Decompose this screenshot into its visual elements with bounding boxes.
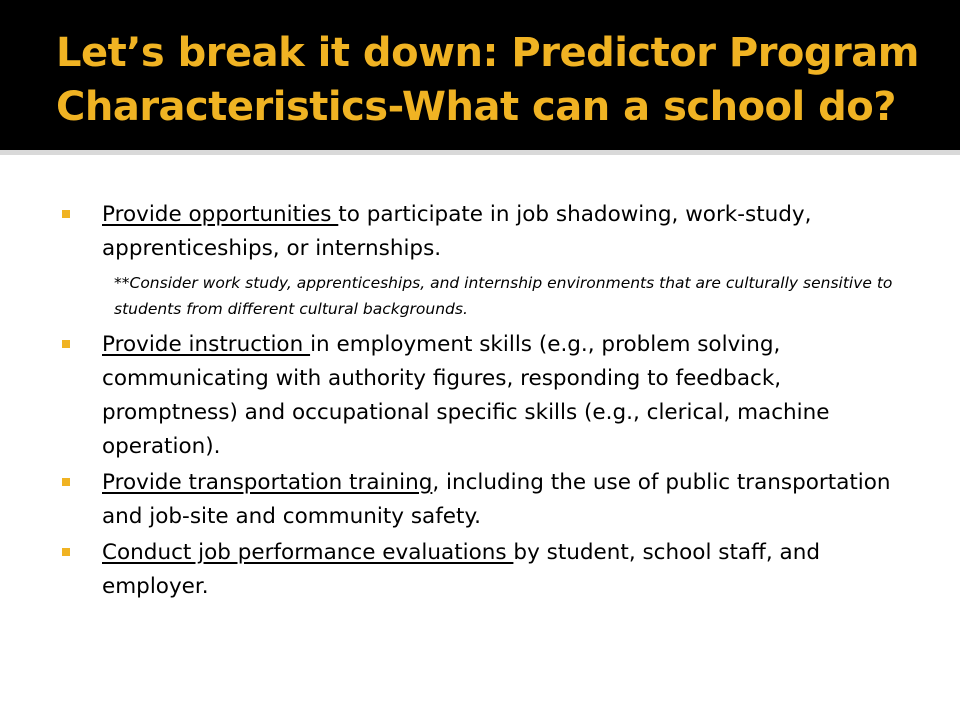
bullet-item-evaluations [62, 536, 922, 604]
square-bullet-icon [62, 548, 70, 556]
slide-title: Let’s break it down: Predictor Program Characteristics-What can a school do? [56, 30, 919, 130]
square-bullet-icon [62, 210, 70, 218]
bullet-item-opportunities [62, 198, 922, 266]
title-bar [0, 0, 960, 150]
bullet-item-underlined: Provide opportunities [102, 202, 339, 227]
bullet-item-underlined: Provide instruction [102, 332, 311, 357]
title-divider [0, 150, 960, 155]
bullet-item-underlined: Conduct job performance evaluations [102, 540, 514, 565]
square-bullet-icon [62, 478, 70, 486]
culture-note: **Consider work study, apprenticeships, and internship environments that are culturally sensitive to students from different cultural backgrounds. [114, 274, 893, 318]
bullet-item-transportation [62, 466, 922, 534]
bullet-item-underlined: Provide transportation training [102, 470, 433, 495]
bullet-item-text: , including the use of public transportation and job-site and community safety. [102, 470, 891, 529]
square-bullet-icon [62, 340, 70, 348]
bullet-item-instruction [62, 328, 922, 464]
bullet-item-text: by student, school staff, and employer. [102, 540, 820, 599]
bullet-item-text: in employment skills (e.g., problem solving, communicating with authority figures, responding to feedback, promptness) and occupational specific skills (e.g., clerical, machine operation). [102, 332, 830, 459]
bullet-item-text: to participate in job shadowing, work-study, apprenticeships, or internships. [102, 202, 812, 261]
bullet-list [62, 198, 922, 606]
